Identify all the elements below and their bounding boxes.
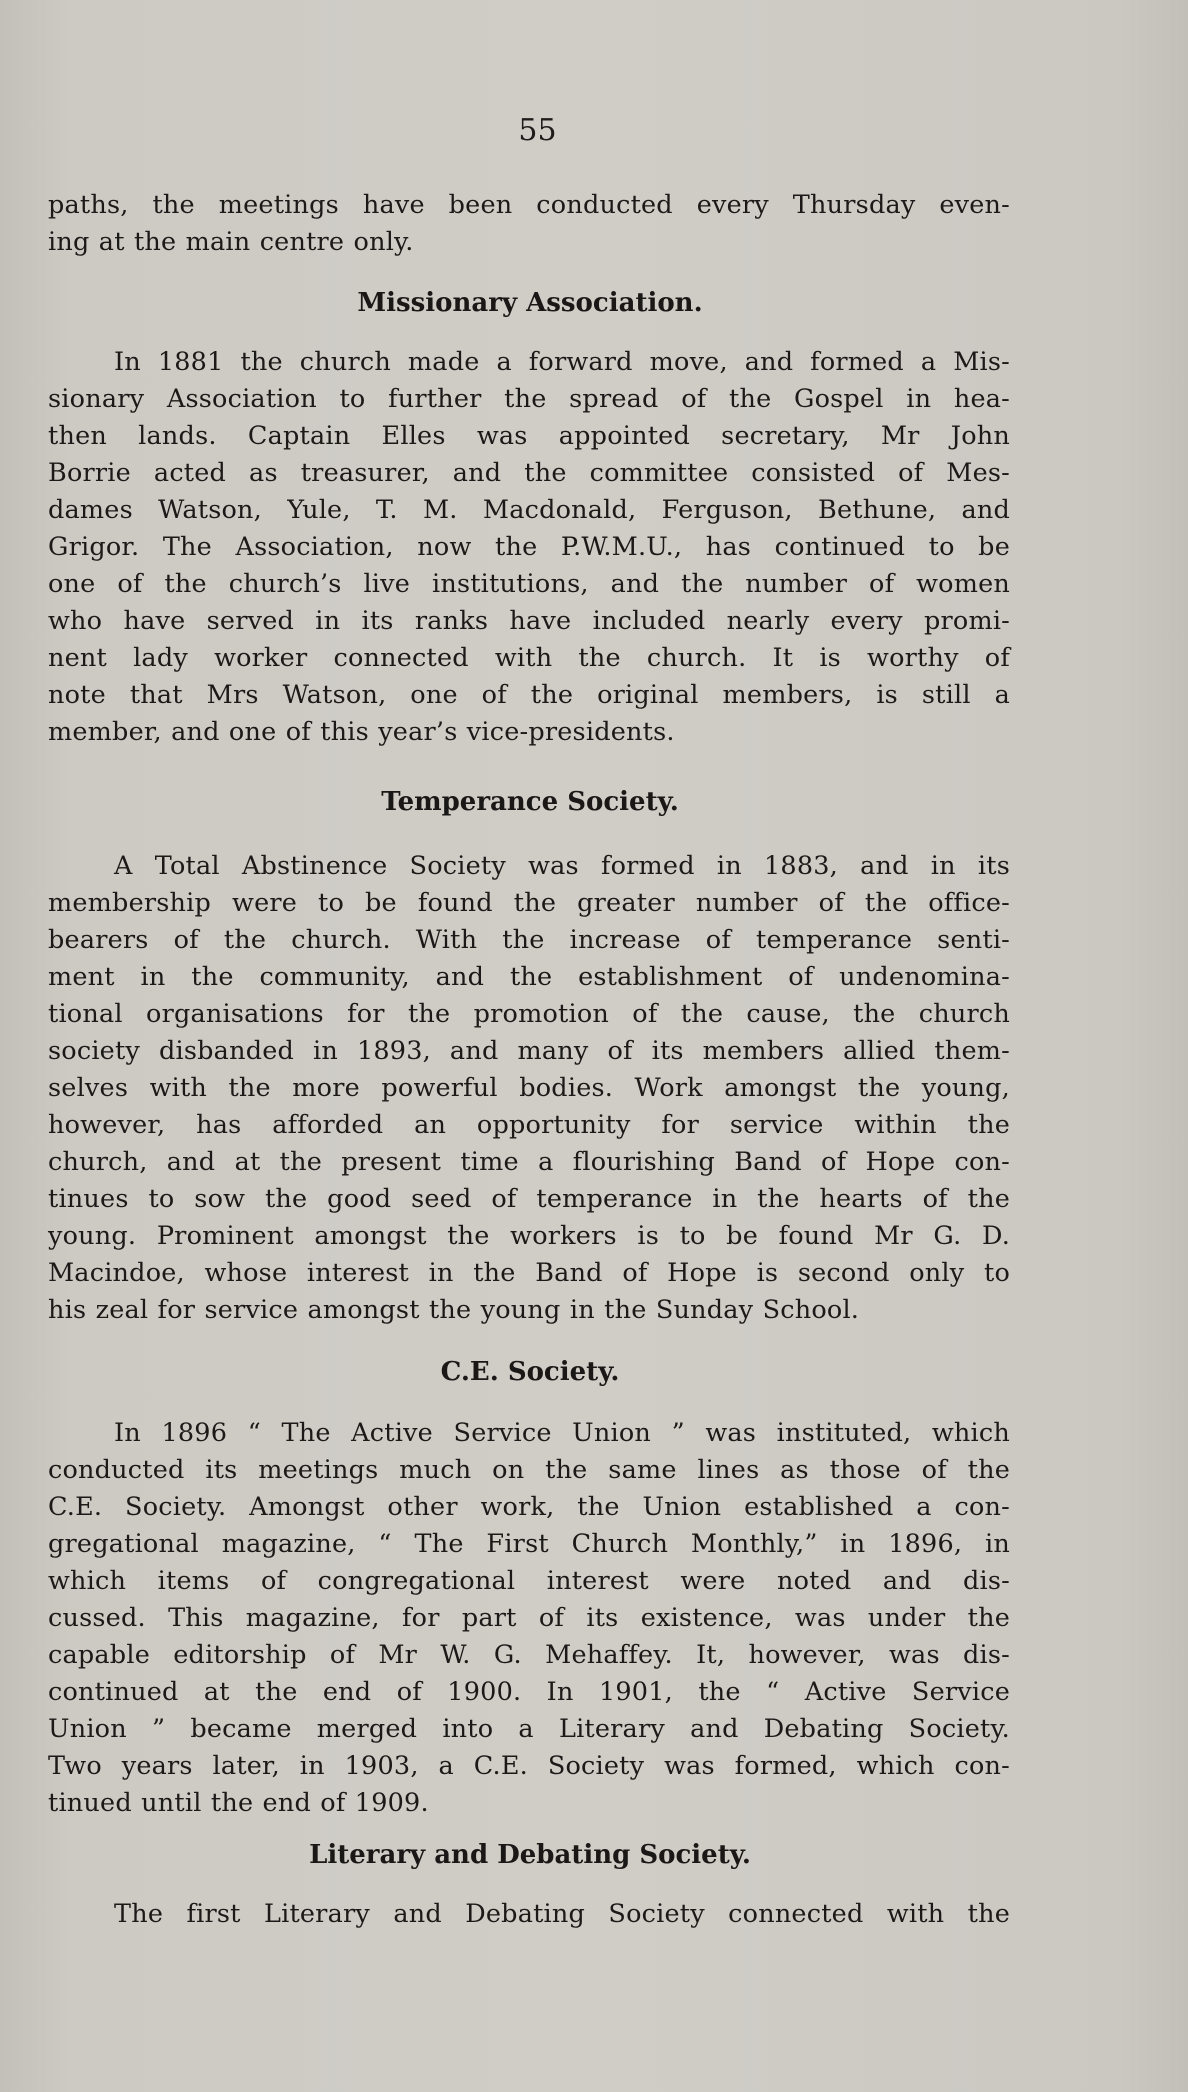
text-line: society disbanded in 1893, and many of its members allied them- <box>48 1036 1010 1066</box>
text-line: Union ” became merged into a Literary and Debating Society. <box>48 1714 1010 1744</box>
text-line: Macindoe, whose interest in the Band of Hope is second only to <box>48 1258 1010 1288</box>
text-line: cussed. This magazine, for part of its existence, was under the <box>48 1603 1010 1633</box>
text-line: paths, the meetings have been conducted every Thursday even- <box>48 190 1010 220</box>
text-line: sionary Association to further the spread of the Gospel in hea- <box>48 384 1010 414</box>
section-heading-missionary-association: Missionary Association. <box>357 288 703 318</box>
temperance-society-paragraph <box>48 848 1010 1329</box>
section-heading-ce-society: C.E. Society. <box>440 1357 620 1387</box>
text-line: Grigor. The Association, now the P.W.M.U., has continued to be <box>48 532 1010 562</box>
text-line: selves with the more powerful bodies. Work amongst the young, <box>48 1073 1010 1103</box>
intro-paragraph <box>48 187 1010 261</box>
ce-society-paragraph <box>48 1415 1010 1822</box>
text-line: In 1881 the church made a forward move, and formed a Mis- <box>114 347 1010 377</box>
text-line: gregational magazine, “ The First Church Monthly,” in 1896, in <box>48 1529 1010 1559</box>
text-line: tinues to sow the good seed of temperance in the hearts of the <box>48 1184 1010 1214</box>
text-line: tinued until the end of 1909. <box>48 1788 429 1818</box>
text-line: church, and at the present time a flourishing Band of Hope con- <box>48 1147 1010 1177</box>
text-line: who have served in its ranks have included nearly every promi- <box>48 606 1010 636</box>
text-line: ing at the main centre only. <box>48 227 414 257</box>
missionary-association-paragraph <box>48 344 1010 751</box>
text-line: however, has afforded an opportunity for service within the <box>48 1110 1010 1140</box>
text-line: In 1896 “ The Active Service Union ” was instituted, which <box>114 1418 1010 1448</box>
text-line: membership were to be found the greater number of the office- <box>48 888 1010 918</box>
text-line: dames Watson, Yule, T. M. Macdonald, Ferguson, Bethune, and <box>48 495 1010 525</box>
text-line: then lands. Captain Elles was appointed secretary, Mr John <box>48 421 1010 451</box>
text-line: conducted its meetings much on the same lines as those of the <box>48 1455 1010 1485</box>
text-line: Two years later, in 1903, a C.E. Society was formed, which con- <box>48 1751 1010 1781</box>
text-line: nent lady worker connected with the church. It is worthy of <box>48 643 1010 673</box>
text-line: A Total Abstinence Society was formed in 1883, and in its <box>114 851 1010 881</box>
text-line: one of the church’s live institutions, and the number of women <box>48 569 1010 599</box>
section-heading-temperance-society: Temperance Society. <box>381 787 679 817</box>
text-line: tional organisations for the promotion of the cause, the church <box>48 999 1010 1029</box>
text-line: ment in the community, and the establishment of undenomina- <box>48 962 1010 992</box>
text-line: C.E. Society. Amongst other work, the Union established a con- <box>48 1492 1010 1522</box>
text-line: his zeal for service amongst the young in the Sunday School. <box>48 1295 860 1325</box>
section-heading-literary-and-debating-society: Literary and Debating Society. <box>309 1840 751 1870</box>
text-line: which items of congregational interest were noted and dis- <box>48 1566 1010 1596</box>
text-line: continued at the end of 1900. In 1901, the “ Active Service <box>48 1677 1010 1707</box>
text-line: The first Literary and Debating Society connected with the <box>114 1899 1010 1929</box>
text-line: bearers of the church. With the increase of temperance senti- <box>48 925 1010 955</box>
text-line: young. Prominent amongst the workers is to be found Mr G. D. <box>48 1221 1010 1251</box>
page-number: 55 <box>518 113 557 148</box>
text-line: note that Mrs Watson, one of the original members, is still a <box>48 680 1010 710</box>
text-line: member, and one of this year’s vice-presidents. <box>48 717 675 747</box>
text-line: capable editorship of Mr W. G. Mehaffey. It, however, was dis- <box>48 1640 1010 1670</box>
text-line: Borrie acted as treasurer, and the committee consisted of Mes- <box>48 458 1010 488</box>
literary-debating-society-paragraph <box>48 1896 1010 1933</box>
